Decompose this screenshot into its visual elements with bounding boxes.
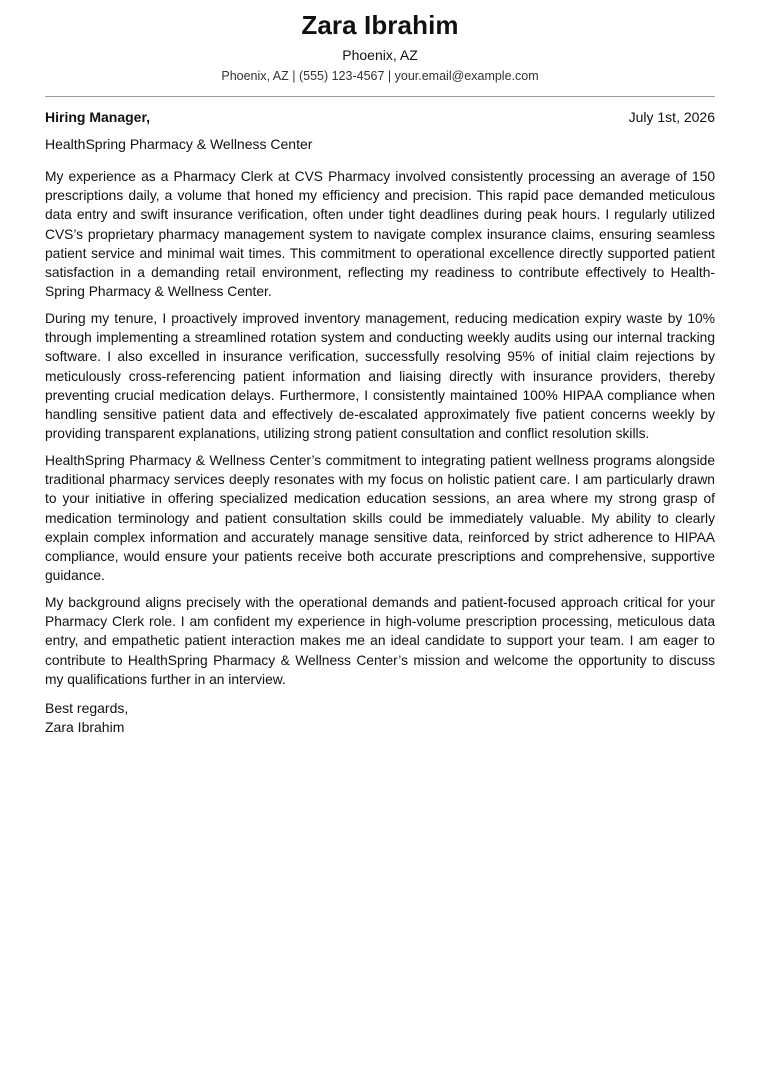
letter-header — [45, 8, 715, 85]
contact-line: Phoenix, AZ | (555) 123-4567 | your.email@example.com — [221, 69, 539, 83]
letter-closing — [45, 699, 715, 737]
letter-body — [45, 167, 715, 689]
applicant-name: Zara Ibrahim — [301, 10, 459, 40]
applicant-location: Phoenix, AZ — [342, 47, 418, 63]
header-divider — [45, 96, 715, 97]
recipient: Hiring Manager, — [45, 109, 151, 125]
body-paragraph: My experience as a Pharmacy Clerk at CVS Pharmacy involved consistently processing an average of 150 prescriptions daily, a volume that honed my efficiency and precision. This rapid pace demanded meticulous data entry and swift insurance verification, often under tight deadlines during peak hours. I regularly utilized CVS’s proprietary pharmacy management system to navigate complex insurance claims, ensuring seamless patient service and minimal wait times. This commitment to operational excellence directly supported patient satisfaction in a demanding retail environment, reflecting my readiness to contribute effectively to Health-Spring Pharmacy & Wellness Center. — [45, 169, 715, 300]
salutation-row — [45, 107, 715, 127]
body-paragraph: HealthSpring Pharmacy & Wellness Center’s commitment to integrating patient wellness programs alongside traditional pharmacy services deeply resonates with my focus on holistic patient care. I am particularly drawn to your initiative in offering specialized medication education sessions, an area where my strong grasp of medication terminology and patient consultation skills could be immediately valuable. My ability to clearly explain complex information and accurately manage sensitive data, reinforced by strict adherence to HIPAA compliance, would ensure your patients receive both accurate prescriptions and comprehensive, supportive guidance. — [45, 453, 715, 584]
body-paragraph: During my tenure, I proactively improved inventory management, reducing medication expiry waste by 10% through implementing a streamlined rotation system and conducting weekly audits using our internal tracking software. I also excelled in insurance verification, successfully resolving 95% of initial claim rejections by meticulously cross-referencing patient information and liaising directly with insurance providers, thereby preventing crucial medication delays. Furthermore, I consistently maintained 100% HIPAA compliance when handling sensitive patient data and effectively de-escalated approximately five patient concerns weekly by providing transparent explanations, utilizing strong patient consultation and conflict resolution skills. — [45, 311, 715, 442]
closing-phrase: Best regards, — [45, 700, 129, 717]
letter-date: July 1st, 2026 — [628, 109, 715, 125]
signature-name: Zara Ibrahim — [45, 719, 125, 736]
body-paragraph: My background aligns precisely with the operational demands and patient-focused approach critical for your Pharmacy Clerk role. I am confident my experience in high-volume prescription processing, meticulous data entry, and empathetic patient interaction makes me an ideal candidate to support your team. I am eager to contribute to HealthSpring Pharmacy & Wellness Center’s mission and welcome the opportunity to discuss my qualifications further in an interview. — [45, 595, 715, 687]
company-name: HealthSpring Pharmacy & Wellness Center — [45, 136, 313, 152]
